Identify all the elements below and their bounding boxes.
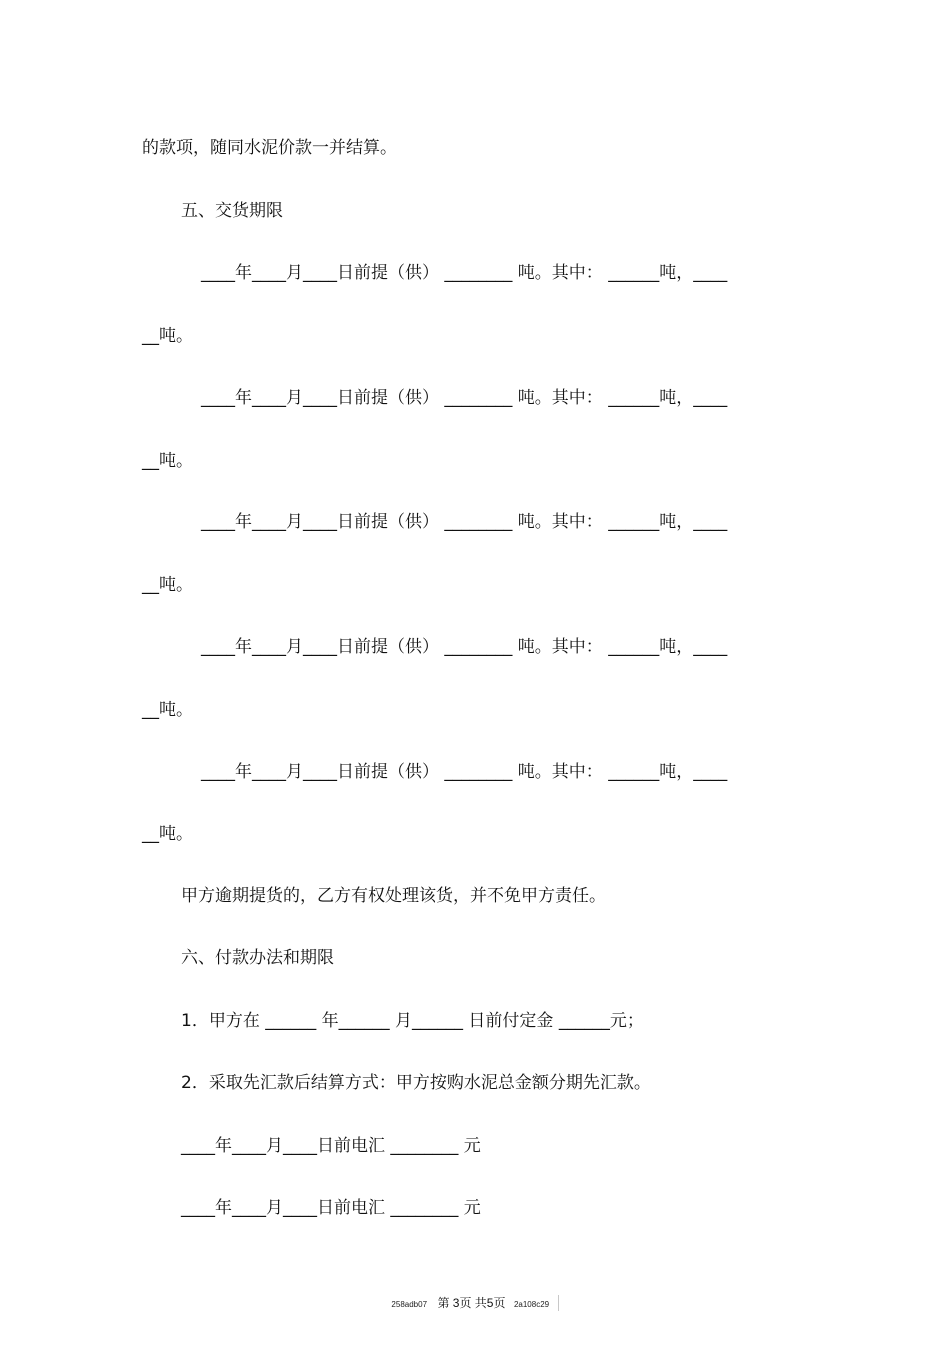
footer-right-code: 2a108c29 bbox=[513, 1300, 550, 1309]
delivery-line: ____年____月____日前提（供） ________ 吨。其中： ______吨，____ bbox=[201, 512, 728, 532]
delivery-line-cont: __吨。 bbox=[142, 451, 193, 471]
remittance-line: ____年____月____日前电汇 ________ 元 bbox=[181, 1136, 481, 1156]
section-heading: 六、付款办法和期限 bbox=[181, 948, 334, 968]
delivery-line-cont: __吨。 bbox=[142, 824, 193, 844]
section-heading: 五、交货期限 bbox=[181, 201, 283, 221]
delivery-line-cont: __吨。 bbox=[142, 326, 193, 346]
delivery-line: ____年____月____日前提（供） ________ 吨。其中： ______吨，____ bbox=[201, 388, 728, 408]
delivery-line-cont: __吨。 bbox=[142, 700, 193, 720]
delivery-line: ____年____月____日前提（供） ________ 吨。其中： ______吨，____ bbox=[201, 637, 728, 657]
remittance-line: ____年____月____日前电汇 ________ 元 bbox=[181, 1198, 481, 1218]
footer-left-code: 258adb07 bbox=[391, 1300, 428, 1309]
delivery-line-cont: __吨。 bbox=[142, 575, 193, 595]
delivery-line: ____年____月____日前提（供） ________ 吨。其中： ______吨，____ bbox=[201, 762, 728, 782]
text-line: 的款项，随同水泥价款一并结算。 bbox=[142, 138, 397, 158]
delivery-line: ____年____月____日前提（供） ________ 吨。其中： ______吨，____ bbox=[201, 263, 728, 283]
footer-divider bbox=[558, 1295, 559, 1311]
page-footer bbox=[0, 1294, 950, 1312]
payment-clause-1: 1．甲方在 ______ 年______ 月______ 日前付定金 ______元； bbox=[181, 1011, 644, 1031]
text-line: 甲方逾期提货的，乙方有权处理该货，并不免甲方责任。 bbox=[181, 886, 606, 906]
payment-clause-2: 2．采取先汇款后结算方式：甲方按购水泥总金额分期先汇款。 bbox=[181, 1073, 651, 1093]
page-number: 第 3页 共5页 bbox=[437, 1296, 506, 1310]
